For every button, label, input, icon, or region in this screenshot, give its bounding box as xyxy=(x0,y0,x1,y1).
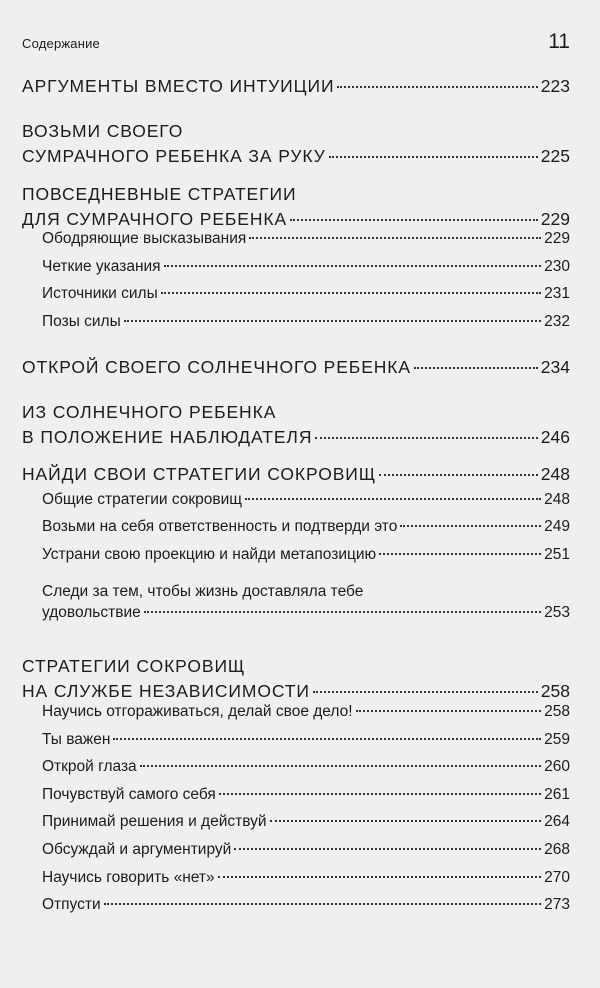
dot-leader xyxy=(290,219,538,221)
toc-section[interactable] xyxy=(22,228,570,249)
toc-title-line: ВОЗЬМИ СВОЕГО xyxy=(22,121,184,141)
toc-title-line: ПОВСЕДНЕВНЫЕ СТРАТЕГИИ xyxy=(22,184,297,204)
toc-page-number: 260 xyxy=(544,758,570,775)
toc-page-number: 264 xyxy=(544,813,570,830)
toc-title-line: Отпусти xyxy=(42,896,101,913)
toc-title-line: Следи за тем, чтобы жизнь доставляла тебе xyxy=(42,583,364,600)
toc-chapter[interactable] xyxy=(22,74,570,99)
toc-chapter[interactable] xyxy=(22,400,570,450)
toc-page-number: 259 xyxy=(544,731,570,748)
toc-page-number: 261 xyxy=(544,786,570,803)
toc-page-number: 273 xyxy=(544,896,570,913)
toc-chapter[interactable] xyxy=(22,355,570,380)
dot-leader xyxy=(313,691,538,693)
toc-section[interactable] xyxy=(22,756,570,777)
toc-section[interactable] xyxy=(22,256,570,277)
dot-leader xyxy=(113,738,541,740)
toc-page-number: 253 xyxy=(544,604,570,621)
toc-title-line: СУМРАЧНОГО РЕБЕНКА ЗА РУКУ xyxy=(22,146,326,166)
toc-title-line: АРГУМЕНТЫ ВМЕСТО ИНТУИЦИИ xyxy=(22,76,335,96)
toc-title-line: Ободряющие высказывания xyxy=(42,230,247,247)
toc-title-line: Открой глаза xyxy=(42,758,137,775)
dot-leader xyxy=(270,820,542,822)
toc-page-number: 229 xyxy=(540,209,570,229)
running-title: Содержание xyxy=(22,36,100,51)
dot-leader xyxy=(124,320,541,322)
toc-section[interactable] xyxy=(22,811,570,832)
toc-page-number: 249 xyxy=(544,518,570,535)
toc-title-line: Научись отгораживаться, делай свое дело! xyxy=(42,703,353,720)
toc-title-line: СТРАТЕГИИ СОКРОВИЩ xyxy=(22,656,246,676)
toc-section[interactable] xyxy=(22,729,570,750)
toc-title-line: НА СЛУЖБЕ НЕЗАВИСИМОСТИ xyxy=(22,681,310,701)
toc-page-number: 223 xyxy=(540,76,570,96)
toc-page-number: 232 xyxy=(544,313,570,330)
toc-section[interactable] xyxy=(22,311,570,332)
toc-page-number: 251 xyxy=(544,546,570,563)
dot-leader xyxy=(218,876,541,878)
toc-page-number: 258 xyxy=(544,703,570,720)
dot-leader xyxy=(356,710,542,712)
toc-page-number: 258 xyxy=(540,681,570,701)
toc-title-line: Возьми на себя ответственность и подтверди это xyxy=(42,518,398,535)
toc-page-number: 270 xyxy=(544,869,570,886)
toc-section[interactable] xyxy=(22,581,570,623)
toc-title-line: Позы силы xyxy=(42,313,121,330)
toc-title-line: Устрани свою проекцию и найди метапозицию xyxy=(42,546,377,563)
toc-section[interactable] xyxy=(22,894,570,915)
toc-title-line: ОТКРОЙ СВОЕГО СОЛНЕЧНОГО РЕБЕНКА xyxy=(22,357,411,377)
toc-section[interactable] xyxy=(22,784,570,805)
toc-page-number: 234 xyxy=(540,357,570,377)
toc-title-line: НАЙДИ СВОИ СТРАТЕГИИ СОКРОВИЩ xyxy=(22,464,377,484)
dot-leader xyxy=(234,848,541,850)
toc-title-line: Общие стратегии сокровищ xyxy=(42,491,243,508)
toc-page-number: 268 xyxy=(544,841,570,858)
toc-chapter[interactable] xyxy=(22,182,570,232)
toc-title-line: Обсуждай и аргументируй xyxy=(42,841,232,858)
toc-page-number: 225 xyxy=(540,146,570,166)
toc-chapter[interactable] xyxy=(22,119,570,169)
toc-page-number: 248 xyxy=(544,491,570,508)
toc-chapter[interactable] xyxy=(22,462,570,487)
toc-title-line: удовольствие xyxy=(42,604,141,621)
toc-section[interactable] xyxy=(22,867,570,888)
toc-title-line: В ПОЛОЖЕНИЕ НАБЛЮДАТЕЛЯ xyxy=(22,427,313,447)
toc-page-number: 248 xyxy=(540,464,570,484)
dot-leader xyxy=(161,292,541,294)
dot-leader xyxy=(140,765,541,767)
toc-section[interactable] xyxy=(22,489,570,510)
toc-page-number: 229 xyxy=(544,230,570,247)
toc-section[interactable] xyxy=(22,839,570,860)
toc-section[interactable] xyxy=(22,283,570,304)
toc-section[interactable] xyxy=(22,701,570,722)
toc-title-line: Почувствуй самого себя xyxy=(42,786,216,803)
dot-leader xyxy=(379,474,538,476)
dot-leader xyxy=(104,903,541,905)
dot-leader xyxy=(164,265,542,267)
dot-leader xyxy=(315,437,537,439)
toc-page-number: 230 xyxy=(544,258,570,275)
toc-page-number: 231 xyxy=(544,285,570,302)
dot-leader xyxy=(249,237,541,239)
toc-section[interactable] xyxy=(22,516,570,537)
toc-chapter[interactable] xyxy=(22,654,570,704)
toc-title-line: Источники силы xyxy=(42,285,158,302)
toc-title-line: Ты важен xyxy=(42,731,111,748)
dot-leader xyxy=(414,367,538,369)
page-number: 11 xyxy=(548,30,570,53)
toc-title-line: Научись говорить «нет» xyxy=(42,869,215,886)
toc-page-number: 246 xyxy=(540,427,570,447)
toc-title-line: ДЛЯ СУМРАЧНОГО РЕБЕНКА xyxy=(22,209,288,229)
dot-leader xyxy=(400,525,541,527)
toc-title-line: Четкие указания xyxy=(42,258,161,275)
dot-leader xyxy=(379,553,541,555)
dot-leader xyxy=(219,793,541,795)
toc-title-line: ИЗ СОЛНЕЧНОГО РЕБЕНКА xyxy=(22,402,277,422)
dot-leader xyxy=(245,498,541,500)
dot-leader xyxy=(329,156,538,158)
dot-leader xyxy=(144,611,541,613)
toc-title-line: Принимай решения и действуй xyxy=(42,813,267,830)
toc-section[interactable] xyxy=(22,544,570,565)
dot-leader xyxy=(337,86,537,88)
